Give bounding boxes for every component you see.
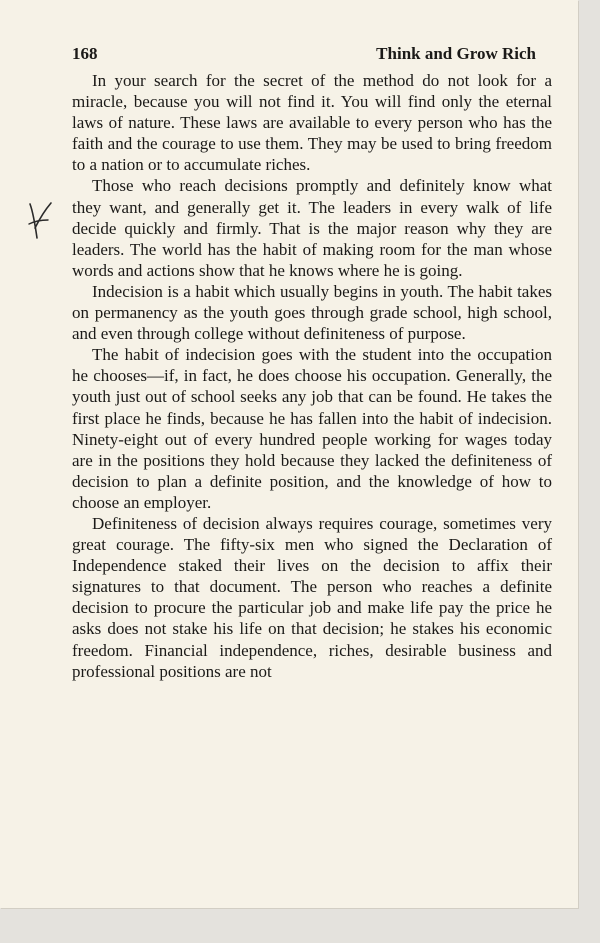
handwritten-check-mark-icon [26, 200, 56, 242]
paragraph-4: The habit of indecision goes with the student into the occupation he chooses—if, in fact, he does choose his occupation. Generally, the youth just out of school seeks any job that can be found. He takes the first place he finds, because he has fallen into the habit of indecision. Ninety-eight out of every hundred people working for wages today are in the positions they hold because they lacked the definiteness of decision to plan a definite position, and the knowledge of how to choose an employer. [72, 345, 552, 512]
page-number: 168 [72, 44, 98, 63]
paragraph-1: In your search for the secret of the method do not look for a miracle, because you will not find it. You will find only the eternal laws of nature. These laws are available to every person who has the faith and the courage to use them. They may be used to bring freedom to a nation or to accumulate riches. [72, 71, 552, 175]
paragraph-5: Definiteness of decision always requires courage, sometimes very great courage. The fifty-six men who signed the Declaration of Independence staked their lives on the decision to affix their signatures to that document. The person who reaches a definite decision to procure the particular job and make life pay the price he asks does not stake his life on that decision; he stakes his economic freedom. Financial independence, riches, desirable business and professional positions are not [72, 513, 552, 681]
running-title: Think and Grow Rich [376, 44, 536, 63]
paragraph-3: Indecision is a habit which usually begins in youth. The habit takes on permanency as the youth goes through grade school, high school, and even through college without definiteness of purpose. [72, 281, 552, 344]
page-header [72, 44, 536, 68]
body-text [72, 70, 552, 682]
paragraph-2: Those who reach decisions promptly and definitely know what they want, and generally get it. The leaders in every walk of life decide quickly and firmly. That is the major reason why they are leaders. The world has the habit of making room for the man whose words and actions show that he knows where he is going. [72, 176, 552, 280]
